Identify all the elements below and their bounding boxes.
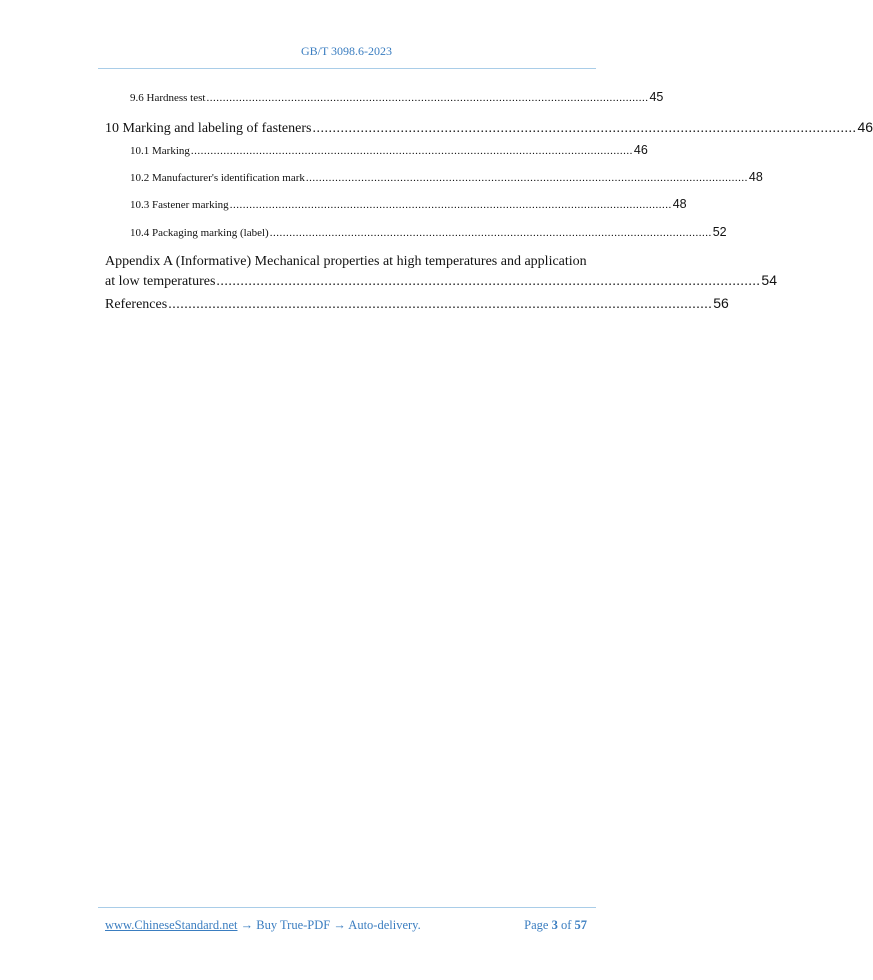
page-footer (105, 918, 587, 933)
toc-entry-page: 56 (713, 295, 729, 311)
toc-entry-title: 10.2 Manufacturer's identification mark (130, 172, 305, 184)
toc-entry-10-4[interactable] (105, 225, 727, 239)
toc-entry-page: 45 (649, 90, 664, 104)
toc-entry-title: 9.6 Hardness test (130, 92, 206, 104)
document-code-header: GB/T 3098.6-2023 (300, 44, 393, 58)
page-label: Page (524, 918, 549, 932)
website-link[interactable]: www.ChineseStandard.net (105, 918, 238, 932)
page-total: 57 (574, 918, 587, 932)
header-divider (98, 68, 596, 69)
toc-leader-dots: ........................................................................................................................................ (305, 172, 748, 184)
toc-leader-dots: ........................................................................................................................................ (168, 297, 713, 312)
footer-promo (105, 918, 421, 933)
toc-leader-dots: ........................................................................................................................................ (206, 92, 649, 104)
toc-entry-line2 (105, 271, 777, 291)
toc-entry-10-3[interactable] (105, 197, 687, 211)
footer-promo-text: → Buy True-PDF → Auto-delivery. (237, 918, 421, 932)
toc-entry-title: 10.3 Fastener marking (130, 199, 229, 211)
toc-entry-title: References (105, 297, 168, 312)
toc-entry-page: 52 (712, 225, 727, 239)
toc-entry-title-line2: at low temperatures (105, 274, 216, 289)
toc-leader-dots: ........................................................................................................................................ (312, 121, 857, 136)
toc-entry-appendix-a[interactable] (105, 253, 777, 291)
toc-entry-page: 48 (748, 170, 763, 184)
toc-leader-dots: ........................................................................................................................................ (190, 145, 633, 157)
footer-divider (98, 907, 596, 908)
toc-entry-page: 54 (761, 272, 777, 288)
toc-leader-dots: ........................................................................................................................................ (229, 199, 672, 211)
toc-entry-10-2[interactable] (105, 170, 763, 184)
toc-entry-references[interactable] (105, 295, 729, 313)
toc-entry-10[interactable] (105, 119, 873, 137)
toc-entry-page: 46 (633, 143, 648, 157)
toc-entry-title: 10.4 Packaging marking (label) (130, 227, 269, 239)
toc-leader-dots: ........................................................................................................................................ (269, 227, 712, 239)
page-current: 3 (551, 918, 558, 932)
toc-entry-page: 46 (857, 119, 873, 135)
toc-entry-9-6[interactable] (105, 90, 664, 104)
toc-entry-title: 10.1 Marking (130, 145, 190, 157)
toc-entry-10-1[interactable] (105, 143, 648, 157)
page-number (524, 918, 587, 933)
page-of-label: of (560, 918, 572, 932)
toc-entry-page: 48 (672, 197, 687, 211)
toc-entry-title: 10 Marking and labeling of fasteners (105, 121, 312, 136)
toc-entry-title-line1: Appendix A (Informative) Mechanical properties at high temperatures and application (105, 254, 587, 269)
toc-leader-dots: ........................................................................................................................................ (216, 274, 761, 289)
